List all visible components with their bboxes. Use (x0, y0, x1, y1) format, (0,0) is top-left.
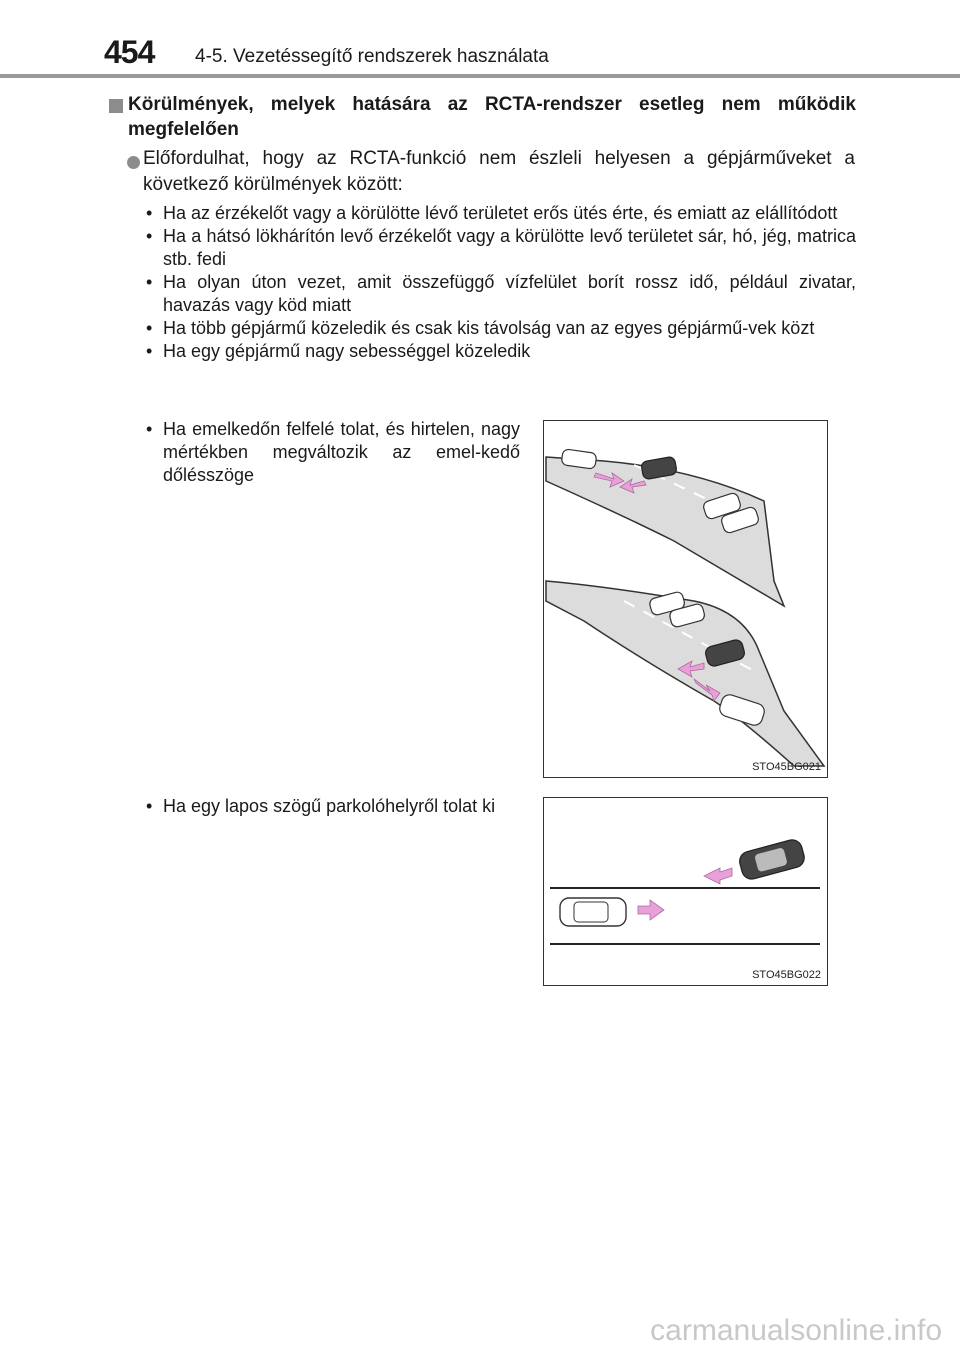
parking-illustration (543, 797, 828, 986)
list-item: • Ha egy gépjármű nagy sebességgel közeledik (146, 340, 856, 363)
page-number: 454 (104, 34, 155, 70)
parking-drawing (544, 798, 827, 985)
subsection-heading: Körülmények, melyek hatására az RCTA-rendszer esetleg nem működik megfelelően (128, 94, 856, 140)
header-divider (0, 74, 960, 78)
page-header (0, 0, 960, 80)
condition-list (146, 202, 856, 363)
list-item: • Ha az érzékelőt vagy a körülötte lévő területet erős ütés érte, és emiatt az elállítódott (146, 202, 856, 225)
list-item: • Ha a hátsó lökhárítón levő érzékelőt vagy a körülötte levő területet sár, hó, jég, matrica stb. fedi (146, 225, 856, 271)
intro-paragraph: Előfordulhat, hogy az RCTA-funkció nem észleli helyesen a gépjárműveket a következő körülmények között: (143, 148, 855, 195)
heading-square-icon (109, 99, 123, 113)
list-item: • Ha több gépjármű közeledik és csak kis távolság van az egyes gépjármű-vek közt (146, 317, 856, 340)
figure1-caption-list (146, 418, 520, 487)
watermark: carmanualsonline.info (650, 1314, 942, 1347)
section-title: 4-5. Vezetéssegítő rendszerek használata (195, 46, 549, 67)
slope-drawing (544, 421, 827, 777)
figure2-caption-list (146, 795, 520, 818)
list-item: • Ha olyan úton vezet, amit összefüggő vízfelület borít rossz idő, például zivatar, havazás vagy köd miatt (146, 271, 856, 317)
figure2-caption: • Ha egy lapos szögű parkolóhelyről tolat ki (146, 795, 520, 818)
figure2-code: STO45BG022 (752, 969, 821, 981)
figure1-caption: • Ha emelkedőn felfelé tolat, és hirtelen, nagy mértékben megváltozik az emel-kedő dőlésszöge (146, 418, 520, 487)
figure1-code: STO45BG021 (752, 761, 821, 773)
bullet-circle-icon (127, 156, 140, 169)
slope-illustration (543, 420, 828, 778)
